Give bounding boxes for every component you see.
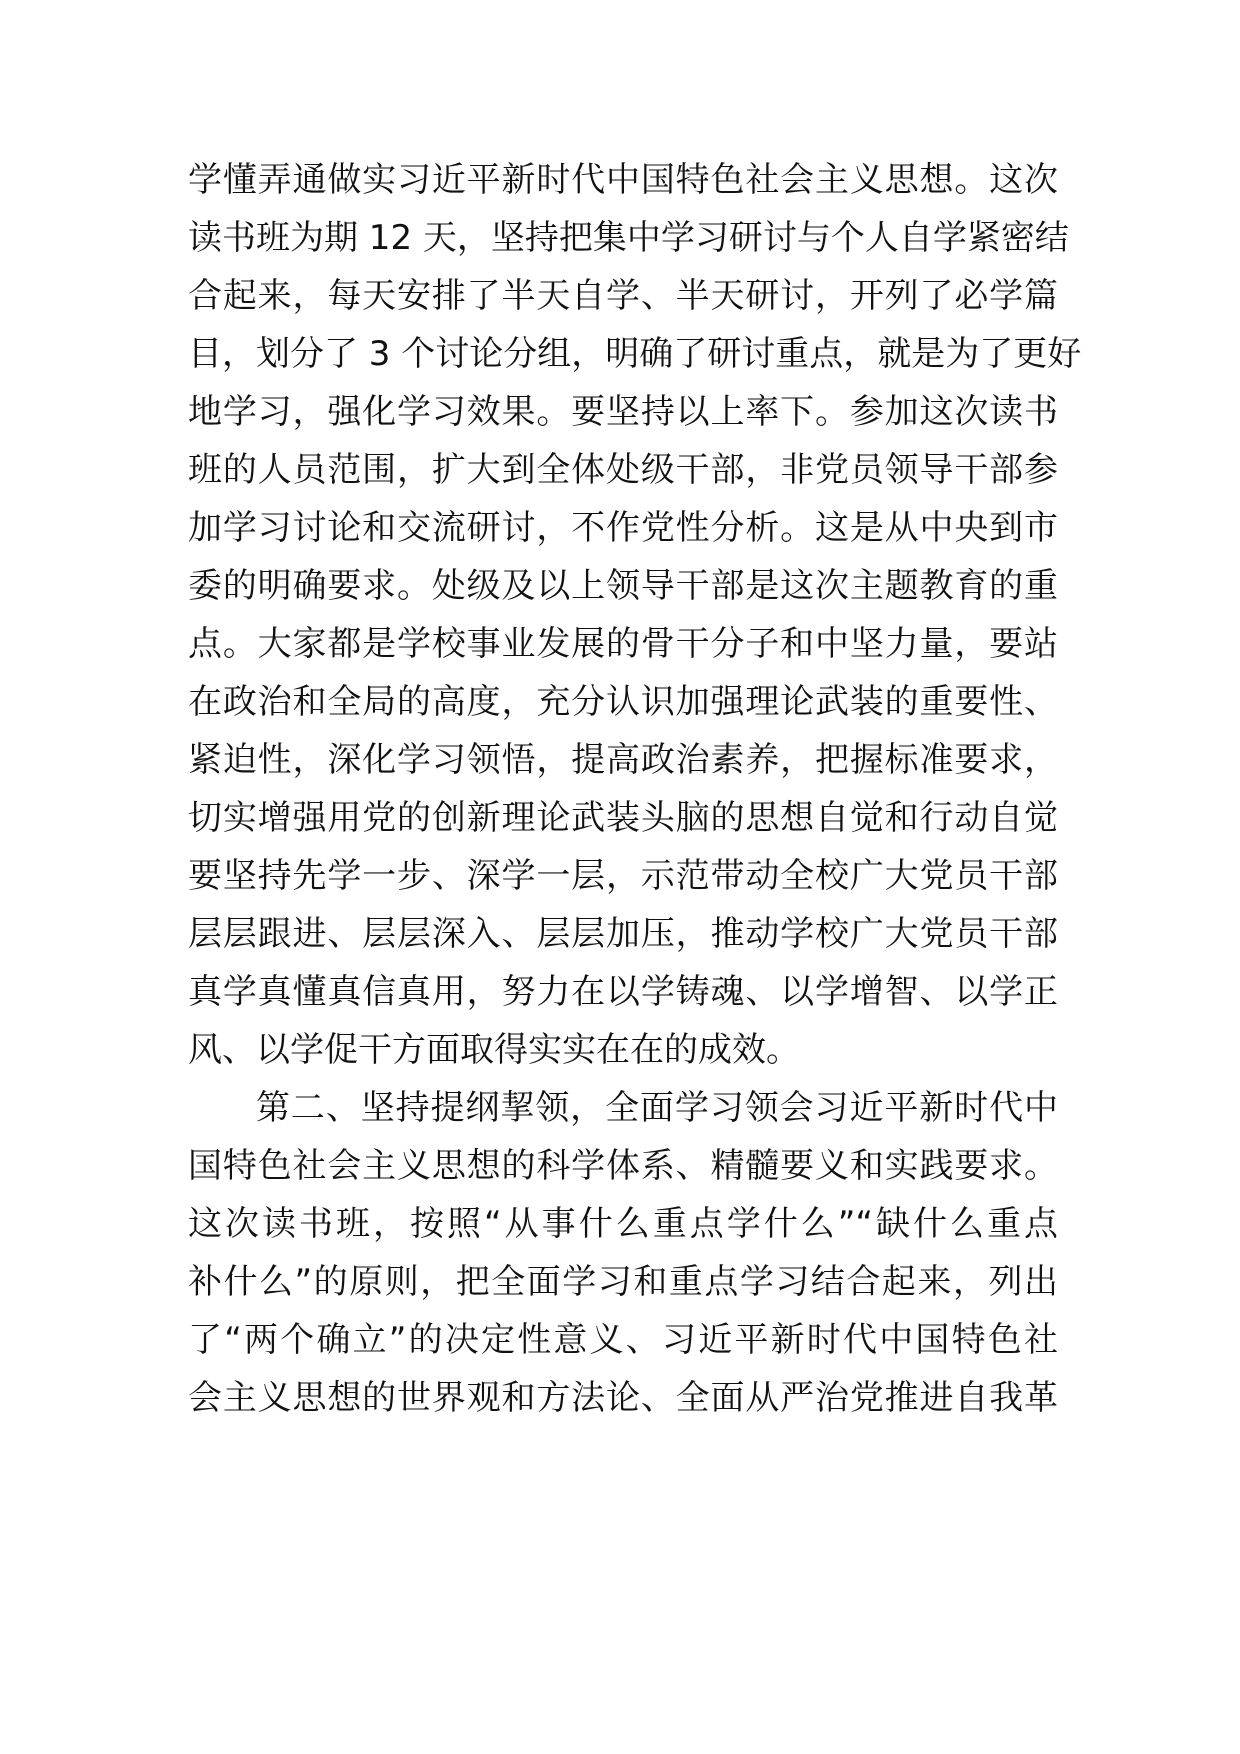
text-line: 会主义思想的世界观和方法论、全面从严治党推进自我革 [188,1378,1058,1418]
text-line: 第二、坚持提纲挈领，全面学习领会习近平新时代中 [256,1088,1058,1128]
text-line: 真学真懂真信真用，努力在以学铸魂、以学增智、以学正 [188,972,1058,1012]
text-line: 切实增强用党的创新理论武装头脑的思想自觉和行动自觉 [188,798,1058,838]
text-line: 要坚持先学一步、深学一层，示范带动全校广大党员干部 [188,856,1058,896]
text-line: 点。大家都是学校事业发展的骨干分子和中坚力量，要站 [188,624,1058,664]
text-line: 委的明确要求。处级及以上领导干部是这次主题教育的重 [188,566,1058,606]
text-line: 地学习，强化学习效果。要坚持以上率下。参加这次读书 [188,392,1058,432]
text-line: 班的人员范围，扩大到全体处级干部，非党员领导干部参 [188,450,1058,490]
text-line: 这次读书班，按照“从事什么重点学什么”“缺什么重点 [188,1204,1058,1244]
text-line: 学懂弄通做实习近平新时代中国特色社会主义思想。这次 [188,160,1058,200]
text-line: 补什么”的原则，把全面学习和重点学习结合起来，列出 [188,1262,1058,1302]
text-line: 风、以学促干方面取得实实在在的成效。 [188,1030,800,1070]
text-line: 合起来，每天安排了半天自学、半天研讨，开列了必学篇 [188,276,1058,316]
text-line: 目，划分了 3 个讨论分组，明确了研讨重点，就是为了更好 [188,334,1082,374]
text-line: 在政治和全局的高度，充分认识加强理论武装的重要性、 [188,682,1058,722]
text-line: 紧迫性，深化学习领悟，提高政治素养，把握标准要求， [188,740,1058,780]
text-line: 读书班为期 12 天，坚持把集中学习研讨与个人自学紧密结 [188,218,1069,258]
text-line: 了“两个确立”的决定性意义、习近平新时代中国特色社 [188,1320,1058,1360]
text-line: 层层跟进、层层深入、层层加压，推动学校广大党员干部 [188,914,1058,954]
text-line: 国特色社会主义思想的科学体系、精髓要义和实践要求。 [188,1146,1058,1186]
text-line: 加学习讨论和交流研讨，不作党性分析。这是从中央到市 [188,508,1058,548]
